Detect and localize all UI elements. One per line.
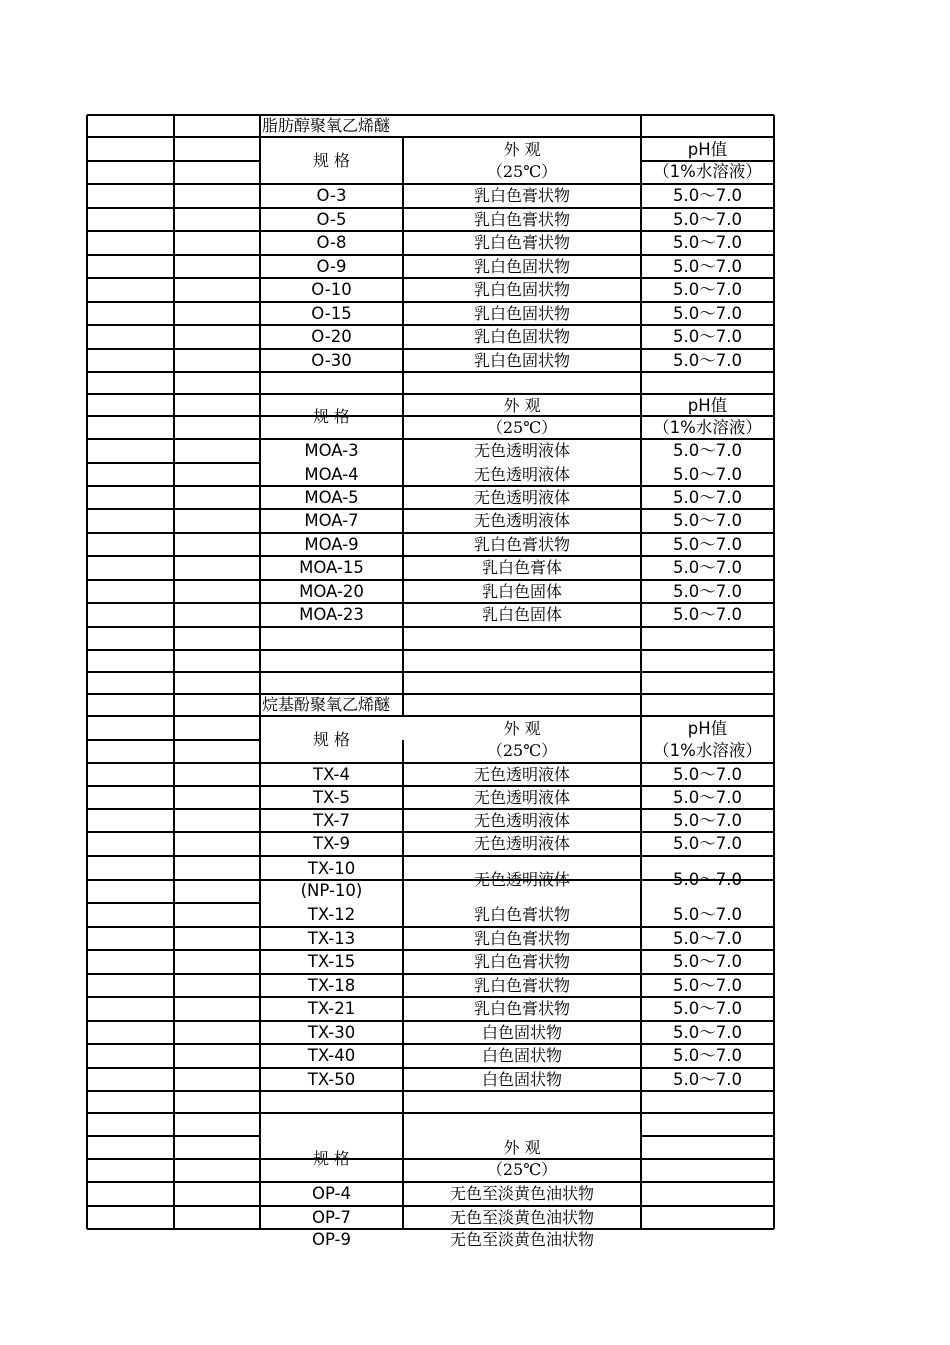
ph-cell — [641, 1068, 774, 1091]
ph-value: 5.0～7.0 — [673, 787, 742, 807]
spec-value: MOA-15 — [299, 558, 364, 577]
header-spec-text: 规 格 — [312, 1149, 351, 1168]
spec-value: TX-21 — [307, 999, 356, 1018]
appearance-value: 乳白色固状物 — [473, 303, 570, 323]
header-appearance-text: 外 观 — [503, 139, 541, 159]
spec-cell — [260, 1206, 403, 1229]
ph-value: 5.0～7.0 — [673, 487, 742, 507]
appearance-value: 乳白色固体 — [481, 605, 562, 624]
appearance-value: 无色透明液体 — [473, 787, 570, 807]
ph-cell — [641, 208, 774, 231]
spec-value: O-15 — [311, 303, 352, 323]
header-spec — [260, 716, 403, 763]
appearance-cell — [403, 533, 641, 556]
appearance-value: 无色透明液体 — [473, 464, 570, 484]
appearance-value: 无色至淡黄色油状物 — [449, 1207, 594, 1227]
header-ph-text: pH值 — [687, 139, 728, 159]
spec-cell — [260, 509, 403, 533]
ph-cell — [641, 184, 774, 208]
spec-value: O-5 — [316, 209, 347, 229]
appearance-value: 无色透明液体 — [473, 869, 570, 889]
appearance-cell — [403, 278, 641, 302]
ph-cell — [641, 786, 774, 809]
ph-cell — [641, 763, 774, 786]
ph-cell — [641, 580, 774, 603]
spec-value: TX-4 — [312, 764, 350, 784]
ph-value: 5.0～7.0 — [673, 1022, 742, 1042]
appearance-cell — [403, 903, 641, 927]
section-title — [260, 694, 643, 716]
header-ph-condition: （1%水溶液） — [653, 161, 762, 181]
ph-value: 5.0～7.0 — [673, 1046, 742, 1065]
appearance-value: 乳白色固体 — [481, 581, 562, 601]
spec-cell — [260, 184, 403, 208]
header-spec — [260, 1136, 403, 1182]
spec-value: TX-30 — [307, 1022, 356, 1042]
spec-cell — [260, 1044, 403, 1068]
spec-cell — [260, 302, 403, 325]
spec-value: O-9 — [316, 256, 347, 276]
header-ph — [641, 137, 774, 184]
appearance-value: 白色固状物 — [481, 1069, 562, 1089]
header-ph-text: pH值 — [687, 718, 728, 738]
spec-cell — [260, 231, 403, 255]
spec-cell — [260, 856, 403, 903]
ph-cell — [641, 325, 774, 349]
ph-cell — [641, 509, 774, 533]
ph-value: 5.0～7.0 — [673, 928, 742, 948]
spec-cell — [260, 1068, 403, 1091]
spec-cell — [260, 439, 403, 463]
spec-value-alias: (NP-10) — [300, 880, 363, 900]
appearance-cell — [403, 1206, 641, 1229]
header-appearance — [403, 716, 641, 763]
ph-cell — [641, 856, 774, 903]
ph-cell — [641, 903, 774, 927]
spec-value: O-3 — [316, 186, 347, 205]
spec-cell — [260, 533, 403, 556]
appearance-value: 无色至淡黄色油状物 — [449, 1230, 594, 1249]
ph-cell — [641, 533, 774, 556]
col-line — [173, 115, 175, 1229]
spec-value: TX-12 — [307, 905, 356, 924]
header-spec-text: 规 格 — [312, 729, 351, 749]
ph-cell — [641, 603, 774, 627]
appearance-value: 乳白色固状物 — [473, 280, 570, 299]
ph-value: 5.0～7.0 — [673, 952, 742, 971]
spec-value: TX-5 — [312, 787, 350, 807]
appearance-cell — [403, 184, 641, 208]
appearance-cell — [403, 1044, 641, 1068]
ph-cell — [641, 463, 774, 486]
ph-value: 5.0～7.0 — [673, 186, 742, 205]
spec-value: TX-7 — [312, 810, 350, 830]
spec-cell — [260, 1021, 403, 1044]
spec-cell — [260, 278, 403, 302]
col-line — [86, 115, 88, 1229]
appearance-cell — [403, 974, 641, 997]
appearance-value: 乳白色固状物 — [473, 327, 570, 346]
appearance-value: 乳白色膏状物 — [473, 534, 570, 554]
spec-cell — [260, 325, 403, 349]
spec-value: MOA-7 — [304, 511, 359, 530]
appearance-cell — [403, 856, 641, 903]
row-line — [87, 671, 774, 673]
ph-cell — [641, 439, 774, 463]
appearance-value: 白色固状物 — [481, 1046, 562, 1065]
ph-cell — [641, 231, 774, 255]
header-spec-text: 规 格 — [312, 406, 351, 426]
appearance-cell — [403, 786, 641, 809]
appearance-value: 乳白色膏体 — [481, 558, 562, 577]
ph-cell — [641, 997, 774, 1021]
spec-cell — [260, 786, 403, 809]
spec-cell — [260, 556, 403, 580]
spec-cell — [260, 580, 403, 603]
spec-value: OP-9 — [311, 1230, 352, 1249]
header-ph-text: pH值 — [687, 395, 728, 415]
spec-value: MOA-20 — [299, 581, 364, 601]
spec-cell — [260, 255, 403, 278]
ph-value: 5.0～7.0 — [673, 1069, 742, 1089]
appearance-value: 乳白色膏状物 — [473, 975, 570, 995]
appearance-cell — [403, 349, 641, 372]
ph-value: 5.0～7.0 — [673, 810, 742, 830]
ph-cell — [641, 255, 774, 278]
appearance-value: 乳白色膏状物 — [473, 186, 570, 205]
spec-cell — [260, 974, 403, 997]
spec-value: OP-7 — [311, 1207, 352, 1227]
spec-value: TX-50 — [307, 1069, 356, 1089]
appearance-cell — [403, 950, 641, 974]
spec-value: TX-15 — [307, 952, 356, 971]
spec-value: MOA-23 — [299, 605, 364, 624]
appearance-cell — [403, 509, 641, 533]
header-appearance-text: 外 观 — [503, 395, 541, 415]
appearance-cell — [403, 302, 641, 325]
spec-value: MOA-9 — [304, 534, 359, 554]
ph-cell — [641, 927, 774, 950]
appearance-value: 无色透明液体 — [473, 834, 570, 853]
spec-cell — [260, 349, 403, 372]
ph-value: 5.0～7.0 — [673, 558, 742, 577]
spec-value: O-20 — [311, 327, 352, 346]
ph-value: 5.0～7.0 — [673, 350, 742, 370]
ph-cell — [641, 486, 774, 509]
ph-value: 5.0～7.0 — [673, 511, 742, 530]
header-appearance — [403, 394, 641, 439]
appearance-cell — [403, 809, 641, 832]
spec-value: TX-10 — [307, 858, 356, 878]
spec-value: O-30 — [311, 350, 352, 370]
header-appearance-text: 外 观 — [503, 1138, 541, 1157]
ph-cell — [641, 302, 774, 325]
appearance-cell — [403, 208, 641, 231]
section-title-text: 脂肪醇聚氧乙烯醚 — [262, 116, 391, 135]
header-appearance — [403, 137, 641, 184]
ph-cell — [641, 1021, 774, 1044]
appearance-cell — [403, 486, 641, 509]
ph-value: 5.0～7.0 — [673, 764, 742, 784]
spec-value: MOA-3 — [304, 441, 359, 460]
appearance-value: 乳白色膏状物 — [473, 233, 570, 252]
appearance-value: 无色透明液体 — [473, 511, 570, 530]
appearance-cell — [403, 439, 641, 463]
ph-value: 5.0～7.0 — [673, 441, 742, 460]
appearance-value: 乳白色固状物 — [473, 256, 570, 276]
spec-value: MOA-4 — [304, 464, 359, 484]
spec-cell — [260, 208, 403, 231]
appearance-value: 乳白色膏状物 — [473, 209, 570, 229]
header-appearance-text: 外 观 — [503, 718, 541, 738]
appearance-cell — [403, 1068, 641, 1091]
appearance-value: 无色透明液体 — [473, 764, 570, 784]
spec-cell — [260, 950, 403, 974]
spec-cell — [260, 832, 403, 856]
appearance-cell — [403, 580, 641, 603]
spec-value: TX-18 — [307, 975, 356, 995]
appearance-value: 乳白色膏状物 — [473, 928, 570, 948]
ph-cell — [641, 278, 774, 302]
header-ph — [641, 394, 774, 439]
appearance-value: 乳白色固状物 — [473, 350, 570, 370]
ph-cell — [641, 974, 774, 997]
ph-value: 5.0～7.0 — [673, 905, 742, 924]
ph-value: 5.0～7.0 — [673, 280, 742, 299]
appearance-cell — [403, 1182, 641, 1206]
spec-value: MOA-5 — [304, 487, 359, 507]
spec-cell — [260, 809, 403, 832]
ph-value: 5.0～7.0 — [673, 834, 742, 853]
appearance-value: 乳白色膏状物 — [473, 952, 570, 971]
appearance-cell — [403, 255, 641, 278]
ph-cell — [641, 556, 774, 580]
spec-cell — [260, 486, 403, 509]
header-ph-condition: （1%水溶液） — [653, 740, 762, 760]
section-title-text: 烷基酚聚氧乙烯醚 — [262, 695, 391, 714]
spec-value: TX-13 — [307, 928, 356, 948]
ph-value: 5.0～7.0 — [673, 869, 742, 889]
spec-value: TX-40 — [307, 1046, 356, 1065]
appearance-value: 乳白色膏状物 — [473, 999, 570, 1018]
appearance-cell — [403, 556, 641, 580]
appearance-cell — [403, 231, 641, 255]
ph-cell — [641, 950, 774, 974]
appearance-cell — [403, 1021, 641, 1044]
appearance-cell — [403, 603, 641, 627]
spec-value: O-8 — [316, 233, 347, 252]
ph-value: 5.0～7.0 — [673, 327, 742, 346]
ph-value: 5.0～7.0 — [673, 534, 742, 554]
appearance-cell — [403, 325, 641, 349]
spec-cell — [260, 763, 403, 786]
header-ph-condition: （1%水溶液） — [653, 417, 762, 437]
appearance-value: 白色固状物 — [481, 1022, 562, 1042]
spec-cell — [260, 1182, 403, 1206]
ph-value: 5.0～7.0 — [673, 999, 742, 1018]
spec-cell — [260, 903, 403, 927]
appearance-cell — [403, 997, 641, 1021]
ph-cell — [641, 349, 774, 372]
appearance-cell — [403, 763, 641, 786]
appearance-cell — [403, 463, 641, 486]
spec-cell — [260, 603, 403, 627]
appearance-value: 无色透明液体 — [473, 810, 570, 830]
appearance-cell — [403, 1229, 641, 1251]
header-spec — [260, 137, 403, 184]
header-appearance-temp: （25℃） — [486, 740, 558, 760]
ph-value: 5.0～7.0 — [673, 464, 742, 484]
appearance-value: 无色至淡黄色油状物 — [449, 1184, 594, 1203]
ph-cell — [641, 832, 774, 856]
ph-value: 5.0～7.0 — [673, 303, 742, 323]
spec-cell — [260, 927, 403, 950]
spec-cell — [260, 997, 403, 1021]
ph-value: 5.0～7.0 — [673, 581, 742, 601]
header-appearance-temp: （25℃） — [486, 417, 558, 437]
appearance-value: 无色透明液体 — [473, 487, 570, 507]
header-appearance-temp: （25℃） — [486, 1160, 558, 1179]
ph-value: 5.0～7.0 — [673, 605, 742, 624]
spec-value: O-10 — [311, 280, 352, 299]
appearance-cell — [403, 832, 641, 856]
section-title — [260, 115, 643, 137]
spec-value: OP-4 — [311, 1184, 352, 1203]
ph-cell — [641, 1044, 774, 1068]
spec-value: TX-9 — [312, 834, 350, 853]
ph-cell — [641, 809, 774, 832]
appearance-value: 无色透明液体 — [473, 441, 570, 460]
ph-value: 5.0～7.0 — [673, 975, 742, 995]
header-spec-text: 规 格 — [312, 150, 351, 170]
ph-value: 5.0～7.0 — [673, 209, 742, 229]
header-spec — [260, 394, 403, 439]
row-line — [87, 1112, 774, 1114]
ph-value: 5.0～7.0 — [673, 233, 742, 252]
header-appearance-temp: （25℃） — [486, 161, 558, 181]
appearance-value: 乳白色膏状物 — [473, 905, 570, 924]
spec-cell — [260, 1229, 403, 1251]
ph-value: 5.0～7.0 — [673, 256, 742, 276]
spec-cell — [260, 463, 403, 486]
header-ph — [641, 716, 774, 763]
header-appearance — [403, 1136, 641, 1182]
appearance-cell — [403, 927, 641, 950]
row-line — [87, 649, 774, 651]
row-line — [641, 1135, 774, 1137]
